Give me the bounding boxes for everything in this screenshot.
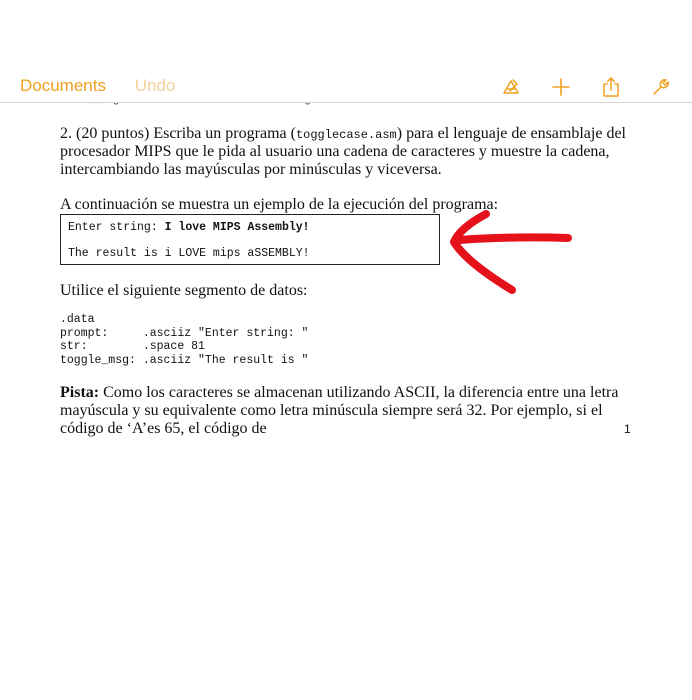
data-segment-code xyxy=(60,313,308,367)
toolbar-left xyxy=(20,76,175,96)
annotate-brush-icon[interactable] xyxy=(500,76,522,98)
documents-button[interactable]: Documents xyxy=(20,76,106,95)
red-arrow-annotation xyxy=(446,208,580,298)
example-intro: A continuación se muestra un ejemplo de la ejecución del programa: xyxy=(60,196,499,213)
data-segment-intro: Utilice el siguiente segmento de datos: xyxy=(60,282,308,299)
add-icon[interactable] xyxy=(550,76,572,98)
question-rest: ) para el lenguaje de ensamblaje del procesador MIPS que le pida al usuario una cadena de caracteres y muestre la cadena, intercambiando las mayúsculas por minúsculas y viceversa. xyxy=(60,125,626,178)
toolbar xyxy=(0,0,692,103)
hint-paragraph xyxy=(60,384,640,438)
wrench-icon[interactable] xyxy=(650,76,672,98)
code-line: toggle_msg: .asciiz "The result is " xyxy=(60,353,309,367)
toolbar-right xyxy=(500,76,672,98)
undo-button[interactable]: Undo xyxy=(134,76,176,95)
code-line: str: .space 81 xyxy=(60,340,205,353)
question-filename: togglecase.asm xyxy=(295,128,397,142)
example-input: I love MIPS Assembly! xyxy=(164,221,310,234)
example-prompt: Enter string: xyxy=(68,221,165,234)
code-line: prompt: .asciiz "Enter string: " xyxy=(60,326,309,340)
hint-label: Pista: xyxy=(60,384,100,401)
page-number: 1 xyxy=(624,422,631,436)
hint-text: Como los caracteres se almacenan utilizando ASCII, la diferencia entre una letra mayúscula y su equivalente como letra minúscula siempre será 32. Por ejemplo, si el código de ‘A’es 65, el código de xyxy=(60,384,619,437)
question-prefix: 2. (20 puntos) Escriba un programa ( xyxy=(60,125,296,142)
question-2-text xyxy=(60,125,640,179)
example-output-box xyxy=(60,214,440,265)
share-icon[interactable] xyxy=(600,76,622,98)
code-line: .data xyxy=(60,313,95,326)
example-prompt-line xyxy=(68,221,310,234)
example-result-line: The result is i LOVE mips aSSEMBLY! xyxy=(68,247,310,260)
